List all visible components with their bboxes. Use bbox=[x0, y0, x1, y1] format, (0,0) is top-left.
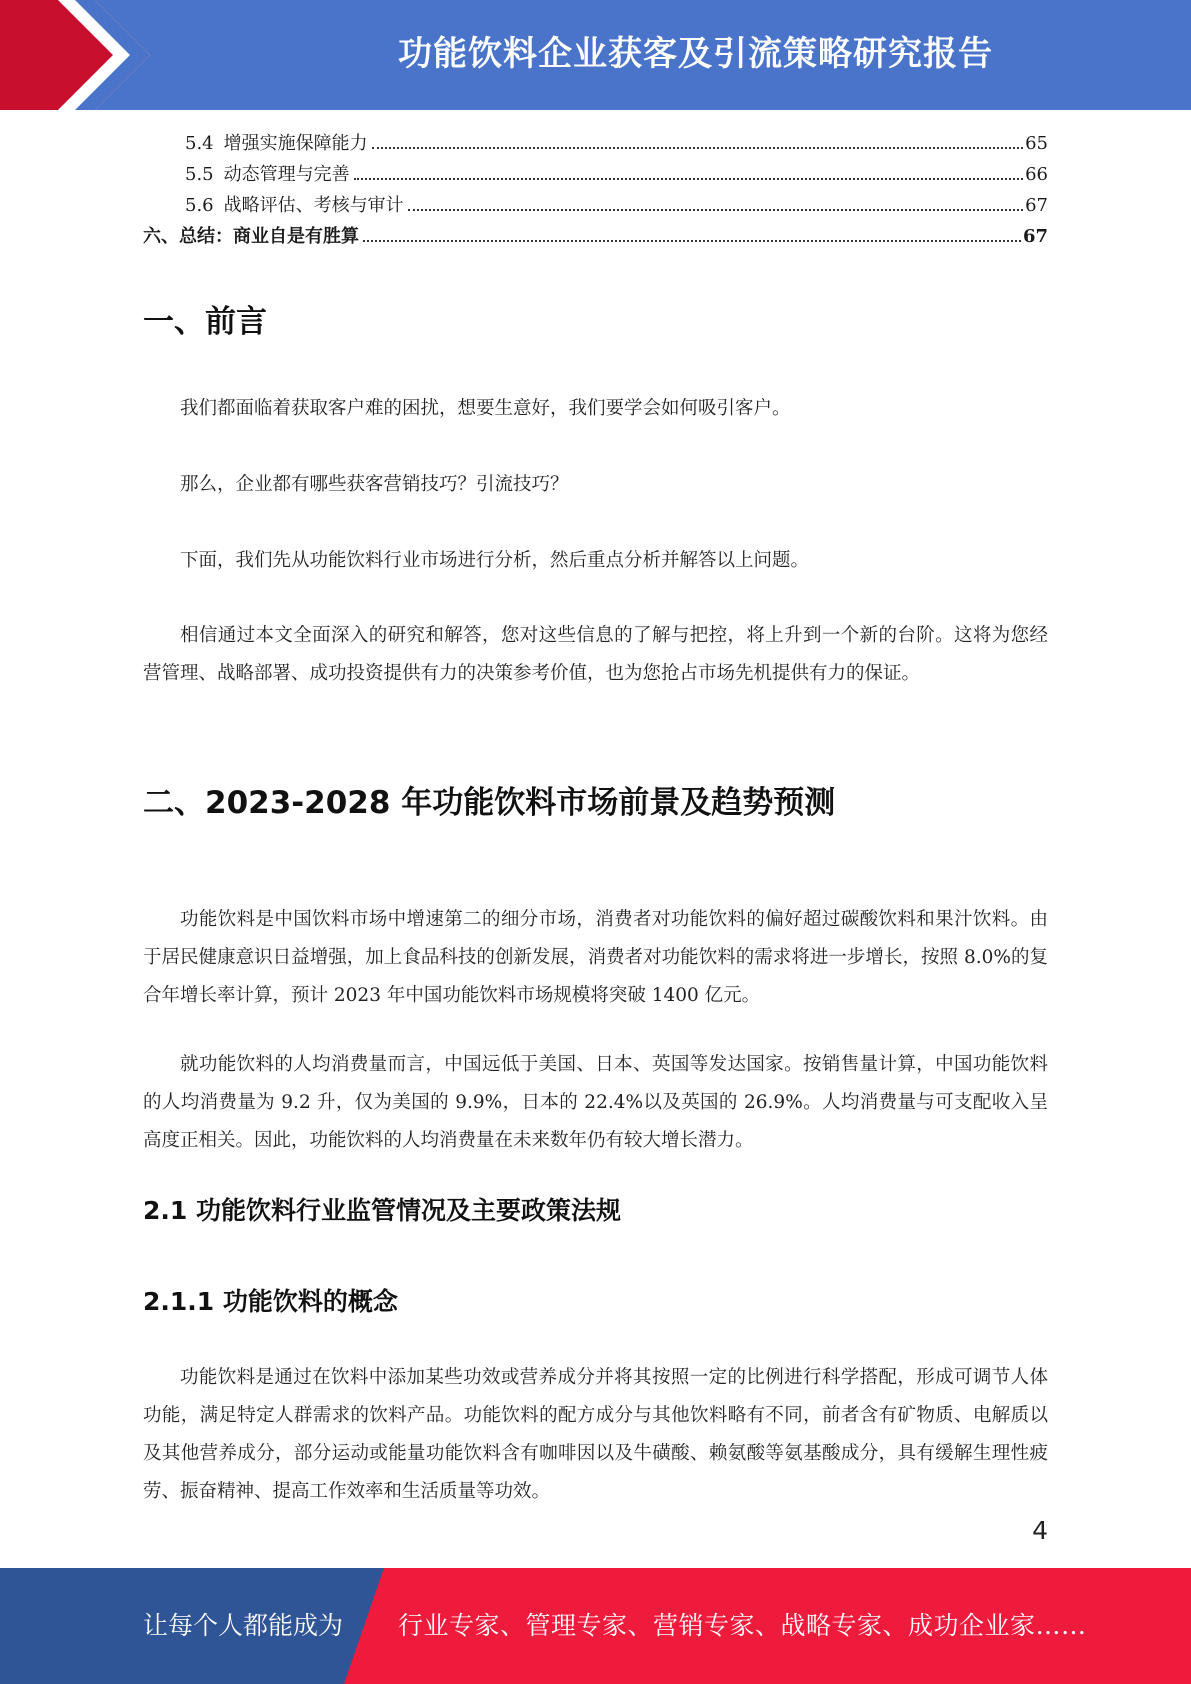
toc-entry[interactable] bbox=[143, 129, 1048, 160]
section-heading-market: 二、2023-2028 年功能饮料市场前景及趋势预测 bbox=[143, 785, 836, 821]
report-title: 功能饮料企业获客及引流策略研究报告 bbox=[398, 34, 993, 74]
toc-entry-number: 5.5 bbox=[185, 164, 214, 185]
toc-entry-page: 67 bbox=[1022, 226, 1048, 247]
page-header bbox=[0, 0, 1191, 110]
paragraph: 下面，我们先从功能饮料行业市场进行分析，然后重点分析并解答以上问题。 bbox=[180, 550, 810, 571]
paragraph: 相信通过本文全面深入的研究和解答，您对这些信息的了解与把控，将上升到一个新的台阶。这将为您经营管理、战略部署、成功投资提供有力的决策参考价值，也为您抢占市场先机提供有力的保证。 bbox=[143, 625, 1048, 684]
section-heading-preface: 一、前言 bbox=[143, 304, 267, 340]
toc-leader-dots bbox=[372, 147, 1023, 149]
toc-entry[interactable] bbox=[143, 160, 1048, 191]
toc-entry[interactable] bbox=[143, 222, 1048, 253]
footer-slogan-left: 让每个人都能成为 bbox=[143, 1611, 344, 1640]
paragraph: 那么，企业都有哪些获客营销技巧？引流技巧？ bbox=[180, 474, 569, 495]
toc-entry-label: 增强实施保障能力 bbox=[223, 133, 368, 154]
toc-leader-dots bbox=[363, 240, 1021, 242]
toc-entry-page: 67 bbox=[1025, 195, 1048, 216]
paragraph: 我们都面临着获取客户难的困扰，想要生意好，我们要学会如何吸引客户。 bbox=[180, 398, 791, 419]
paragraph: 功能饮料是通过在饮料中添加某些功效或营养成分并将其按照一定的比例进行科学搭配，形成可调节人体功能，满足特定人群需求的饮料产品。功能饮料的配方成分与其他饮料略有不同，前者含有矿物质、电解质以及其他营养成分，部分运动或能量功能饮料含有咖啡因以及牛磺酸、赖氨酸等氨基酸成分，具有缓解生理性疲劳、振奋精神、提高工作效率和生活质量等功效。 bbox=[143, 1367, 1048, 1502]
toc-entry-label: 动态管理与完善 bbox=[223, 164, 350, 185]
page-footer bbox=[0, 1568, 1191, 1684]
toc-entry-number: 5.6 bbox=[185, 195, 214, 216]
subsection-heading-policy: 2.1 功能饮料行业监管情况及主要政策法规 bbox=[143, 1196, 621, 1225]
page-number: 4 bbox=[1032, 1516, 1048, 1545]
toc-entry-page: 66 bbox=[1025, 164, 1048, 185]
subsection-heading-concept: 2.1.1 功能饮料的概念 bbox=[143, 1287, 398, 1316]
header-red-chevron bbox=[0, 0, 150, 110]
paragraph: 就功能饮料的人均消费量而言，中国远低于美国、日本、英国等发达国家。按销售量计算，中国功能饮料的人均消费量为 9.2 升，仅为美国的 9.9%，日本的 22.4%以及英国的 26.9%。人均消费量与可支配收入呈高度正相关。因此，功能饮料的人均消费量在未来数年仍有较大增长潜力。 bbox=[143, 1054, 1048, 1151]
toc-entry-number: 5.4 bbox=[185, 133, 214, 154]
toc-leader-dots bbox=[408, 209, 1023, 211]
paragraph: 功能饮料是中国饮料市场中增速第二的细分市场，消费者对功能饮料的偏好超过碳酸饮料和果汁饮料。由于居民健康意识日益增强，加上食品科技的创新发展，消费者对功能饮料的需求将进一步增长，按照 8.0%的复合年增长率计算，预计 2023 年中国功能饮料市场规模将突破 1400 亿元。 bbox=[143, 909, 1048, 1006]
toc-leader-dots bbox=[354, 178, 1023, 180]
toc-entry-label: 六、总结：商业自是有胜算 bbox=[143, 226, 359, 247]
toc-entry-label: 战略评估、考核与审计 bbox=[223, 195, 404, 216]
toc-entry-page: 65 bbox=[1025, 133, 1048, 154]
toc-entry[interactable] bbox=[143, 191, 1048, 222]
table-of-contents bbox=[143, 129, 1048, 253]
footer-slogan-right: 行业专家、管理专家、营销专家、战略专家、成功企业家…… bbox=[398, 1611, 1087, 1640]
